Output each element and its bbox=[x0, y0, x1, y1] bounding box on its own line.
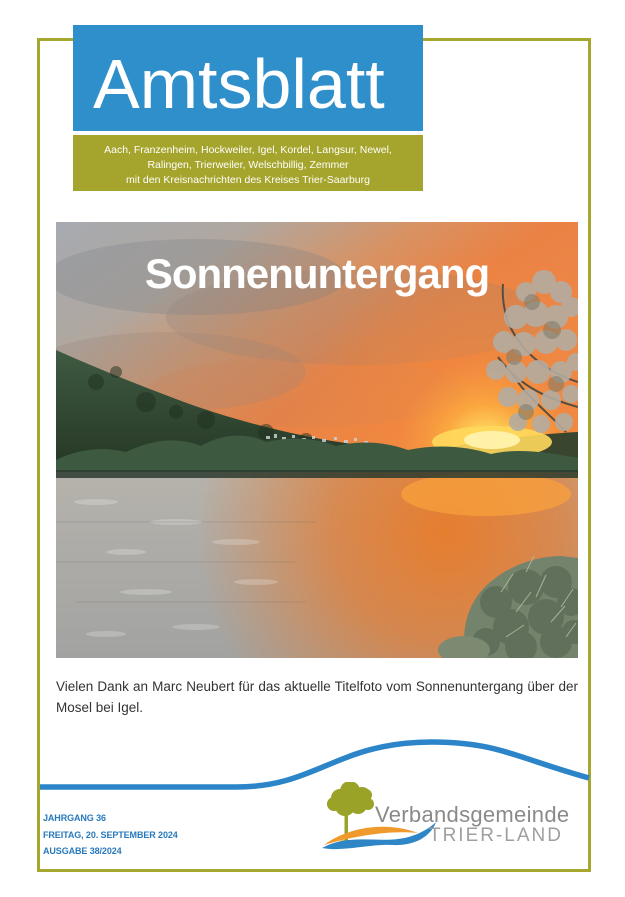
page-title: Amtsblatt bbox=[93, 45, 385, 123]
logo-name-line2: TRIER-LAND bbox=[428, 825, 563, 846]
municipality-line: mit den Kreisnachrichten des Kreises Trier-Saarburg bbox=[126, 174, 370, 186]
municipality-list bbox=[73, 135, 423, 191]
municipality-line: Ralingen, Trierweiler, Welschbillig, Zemmer bbox=[147, 159, 349, 171]
issue-date: FREITAG, 20. SEPTEMBER 2024 bbox=[43, 829, 178, 840]
issue-info bbox=[43, 810, 178, 860]
cover-headline: Sonnenuntergang bbox=[144, 250, 490, 297]
masthead bbox=[73, 25, 423, 131]
issue-year: JAHRGANG 36 bbox=[43, 813, 106, 823]
footer-wave-line bbox=[37, 730, 591, 800]
issue-number: AUSGABE 38/2024 bbox=[43, 846, 122, 856]
cover-photo-sunset bbox=[56, 222, 578, 658]
municipality-line: Aach, Franzenheim, Hockweiler, Igel, Kordel, Langsur, Newel, bbox=[104, 144, 392, 156]
photo-caption: Vielen Dank an Marc Neubert für das aktuelle Titelfoto vom Sonnenuntergang über der Mosel bei Igel. bbox=[56, 679, 578, 715]
logo-name-line1: Verbandsgemeinde bbox=[375, 802, 570, 827]
